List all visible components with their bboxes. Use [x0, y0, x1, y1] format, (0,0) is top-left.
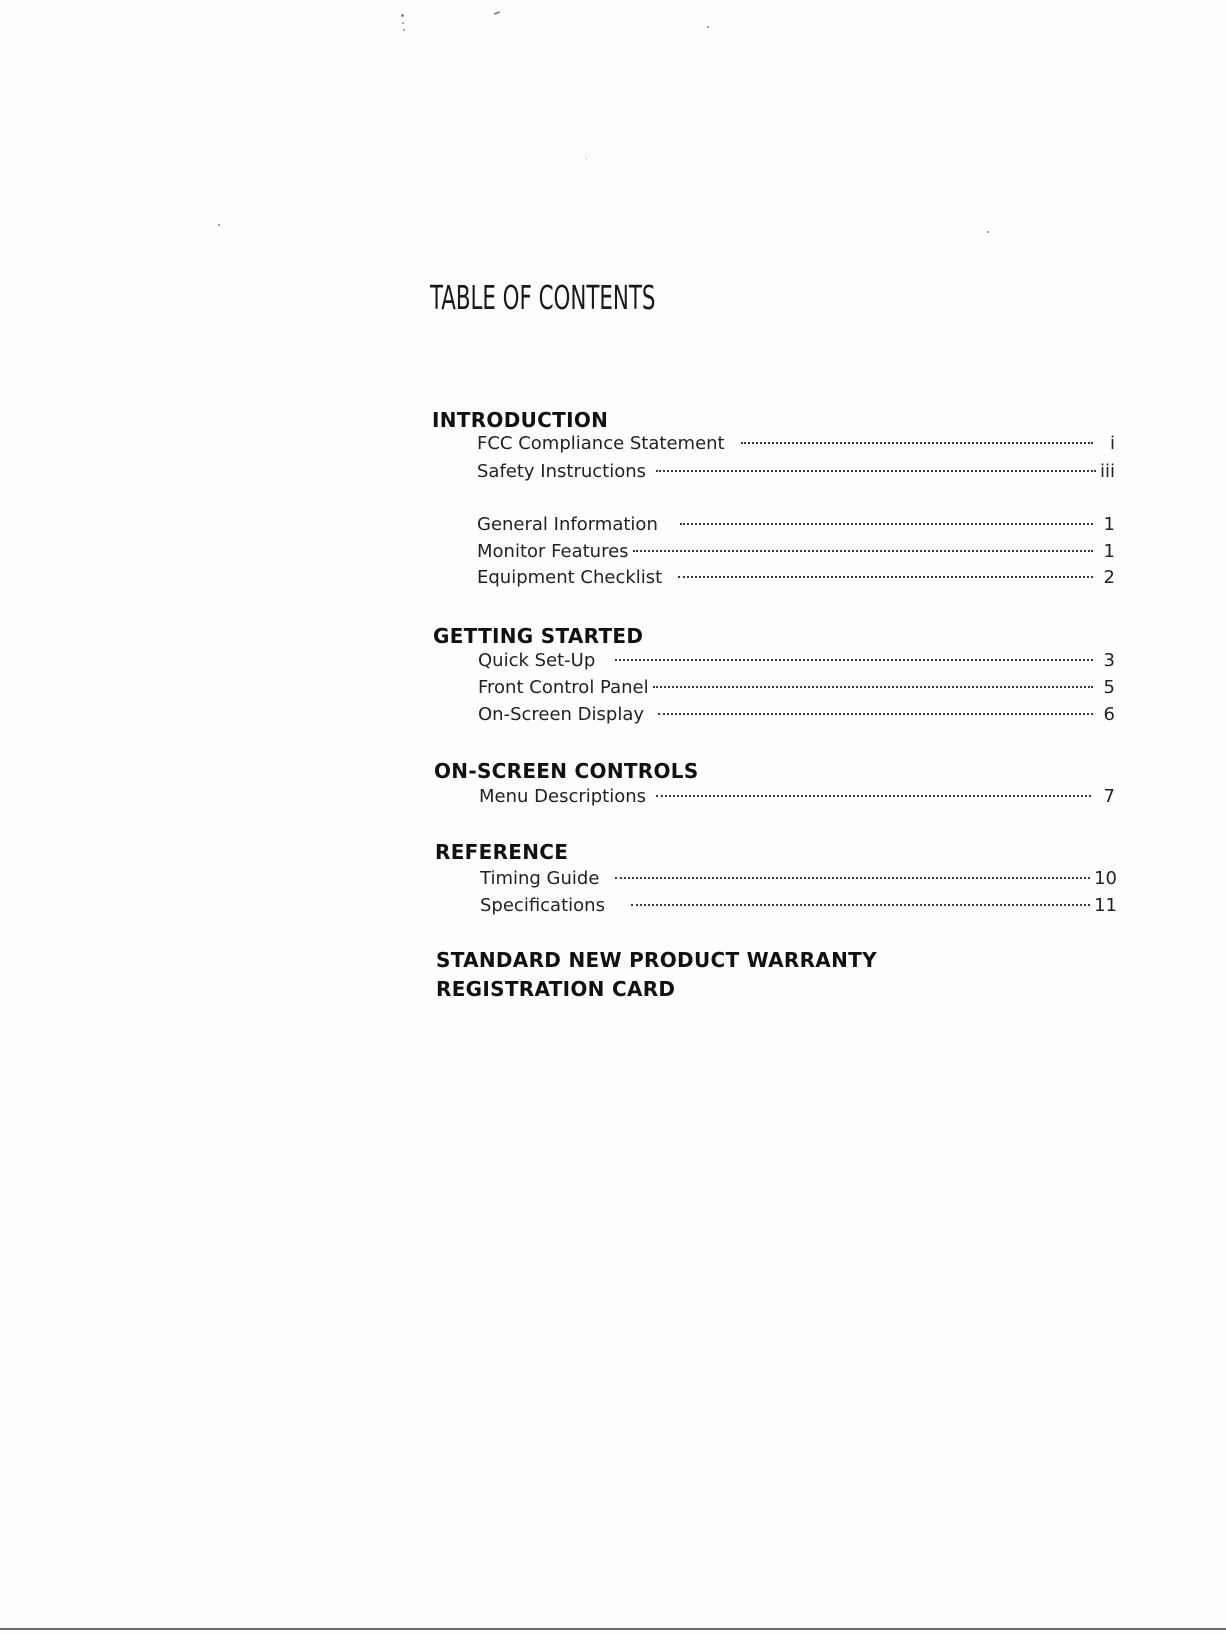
scan-speck — [494, 11, 500, 15]
section-heading-registration-card: REGISTRATION CARD — [436, 977, 676, 1001]
toc-page-number: 5 — [1103, 677, 1115, 698]
page-title: TABLE OF CONTENTS — [430, 278, 656, 317]
toc-entry-label: FCC Compliance Statement — [477, 433, 725, 454]
toc-page-number: i — [1109, 433, 1115, 454]
toc-leader-dots — [615, 659, 1093, 661]
toc-leader-dots — [678, 576, 1093, 578]
toc-entry[interactable] — [477, 514, 1115, 540]
toc-entry[interactable] — [477, 433, 1115, 459]
toc-leader-dots — [653, 686, 1093, 688]
toc-entry[interactable] — [479, 786, 1115, 812]
scan-speck — [586, 158, 587, 159]
toc-entry[interactable] — [478, 677, 1115, 703]
toc-entry[interactable] — [480, 895, 1117, 921]
toc-entry-label: Specifications — [480, 895, 605, 916]
toc-page-number: 6 — [1103, 704, 1115, 725]
toc-page-number: 1 — [1103, 541, 1115, 562]
section-heading-getting-started: GETTING STARTED — [433, 624, 644, 648]
toc-page-number: iii — [1099, 461, 1115, 482]
toc-leader-dots — [680, 523, 1093, 525]
toc-entry[interactable] — [477, 461, 1115, 487]
toc-leader-dots — [633, 550, 1093, 552]
toc-entry[interactable] — [478, 650, 1115, 676]
toc-entry-label: Menu Descriptions — [479, 786, 647, 807]
toc-leader-dots — [658, 713, 1093, 715]
toc-entry-label: Timing Guide — [480, 868, 600, 889]
toc-entry-label: Monitor Features — [477, 541, 629, 562]
toc-entry-label: Safety Instructions — [477, 461, 647, 482]
toc-leader-dots — [656, 795, 1091, 797]
section-heading-on-screen-controls: ON-SCREEN CONTROLS — [434, 759, 699, 783]
section-heading-introduction: INTRODUCTION — [432, 408, 609, 432]
section-heading-warranty: STANDARD NEW PRODUCT WARRANTY — [436, 948, 877, 972]
scan-speck — [218, 224, 220, 226]
toc-leader-dots — [631, 904, 1090, 906]
scan-speck — [707, 26, 709, 28]
toc-entry-label: Equipment Checklist — [477, 567, 663, 588]
toc-entry[interactable] — [478, 704, 1115, 730]
toc-entry[interactable] — [480, 868, 1117, 894]
toc-entry-label: General Information — [477, 514, 658, 535]
toc-entry-label: On-Screen Display — [478, 704, 645, 725]
scan-speck — [987, 231, 989, 233]
toc-page-number: 2 — [1103, 567, 1115, 588]
toc-entry[interactable] — [477, 541, 1115, 567]
scan-speck — [402, 22, 404, 24]
toc-leader-dots — [741, 442, 1093, 444]
toc-page-number: 7 — [1103, 786, 1115, 807]
toc-page-number: 3 — [1103, 650, 1115, 671]
section-heading-reference: REFERENCE — [435, 840, 569, 864]
page-edge-rule — [0, 1628, 1226, 1630]
toc-leader-dots — [656, 470, 1096, 472]
toc-page-number: 1 — [1103, 514, 1115, 535]
scan-speck — [403, 29, 405, 31]
toc-entry-label: Quick Set-Up — [478, 650, 596, 671]
toc-page-number: 10 — [1094, 868, 1117, 889]
scan-speck — [401, 14, 404, 17]
toc-entry[interactable] — [477, 567, 1115, 593]
toc-page-number: 11 — [1094, 895, 1117, 916]
toc-leader-dots — [615, 877, 1090, 879]
toc-entry-label: Front Control Panel — [478, 677, 649, 698]
